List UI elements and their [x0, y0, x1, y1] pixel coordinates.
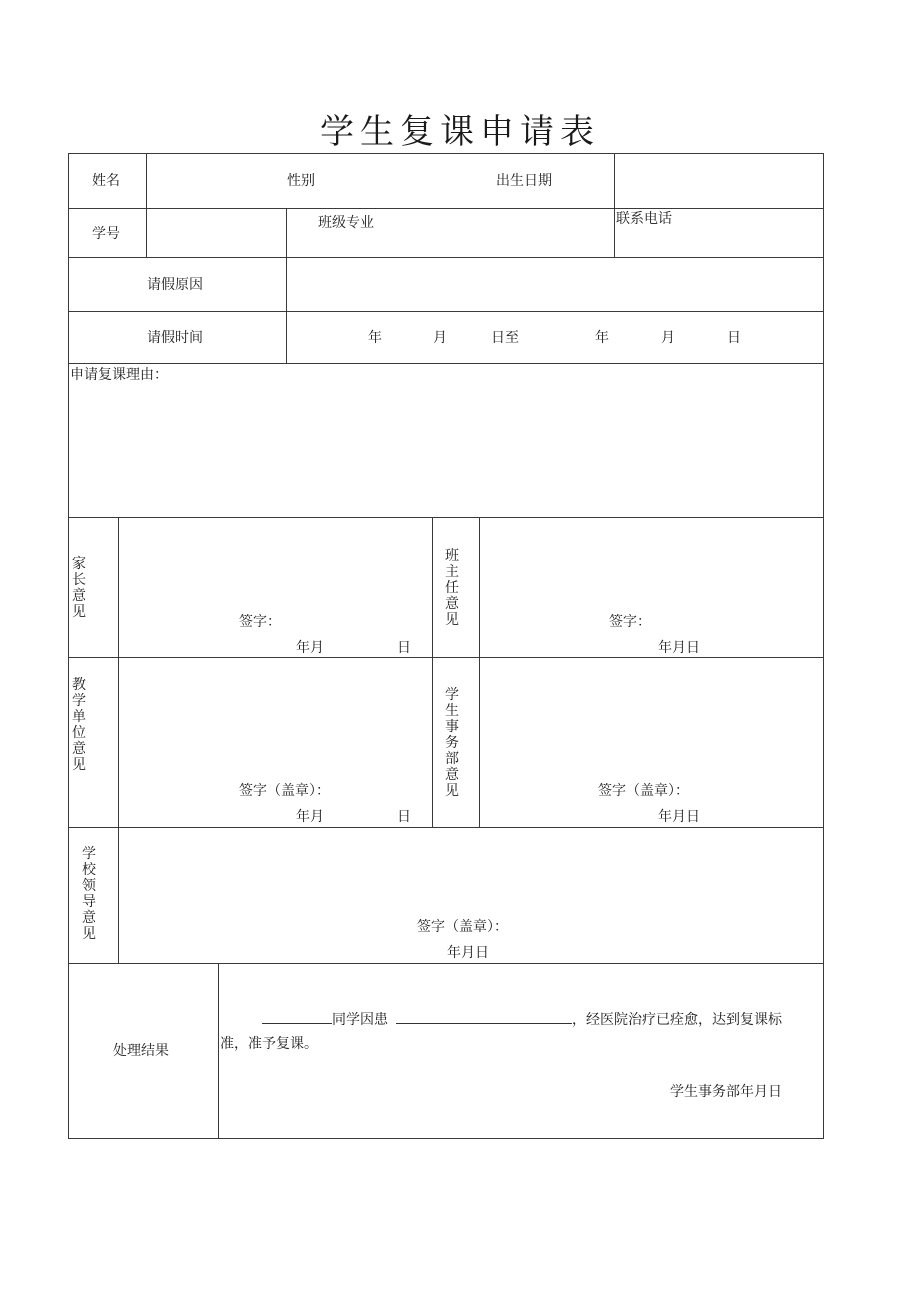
gender-label: 性别 — [287, 173, 315, 189]
resume-reason-label: 申请复课理由： — [70, 367, 168, 383]
parent-opinion-label: 家长意见 — [72, 556, 86, 620]
grid-line — [614, 153, 615, 258]
grid-line — [68, 517, 824, 518]
leave-time-label: 请假时间 — [147, 330, 203, 346]
grid-line — [118, 517, 119, 964]
result-text-b: ，经医院治疗已痊愈，达到复课标 — [572, 1012, 782, 1028]
grid-line — [68, 257, 824, 258]
parent-signature: 签字： — [239, 614, 281, 630]
leave-time-year2: 年 — [595, 330, 609, 346]
result-label: 处理结果 — [113, 1043, 169, 1059]
student-affairs-signature: 签字（盖章）： — [598, 783, 689, 799]
result-text-a: 同学因患 — [332, 1012, 388, 1028]
grid-line — [146, 153, 147, 258]
teacher-date: 年月日 — [658, 640, 700, 656]
grid-line — [68, 153, 69, 1139]
grid-line — [68, 363, 824, 364]
leave-time-day-to: 日至 — [491, 330, 519, 346]
parent-date-ym: 年月 — [296, 640, 324, 656]
teaching-unit-opinion-label: 教学单位意见 — [72, 677, 86, 773]
grid-line — [823, 153, 824, 1139]
student-affairs-date: 年月日 — [658, 809, 700, 825]
grid-line — [68, 657, 824, 658]
student-affairs-opinion-label: 学生事务部意见 — [445, 687, 459, 799]
leave-time-month2: 月 — [661, 330, 675, 346]
leave-time-year1: 年 — [368, 330, 382, 346]
leave-time-month1: 月 — [433, 330, 447, 346]
teaching-unit-date-ym: 年月 — [296, 809, 324, 825]
birth-date-label: 出生日期 — [496, 173, 552, 189]
grid-line — [286, 257, 287, 364]
grid-line — [68, 208, 824, 209]
grid-line — [68, 963, 824, 964]
teacher-signature: 签字： — [609, 614, 651, 630]
result-footer: 学生事务部年月日 — [670, 1084, 782, 1100]
grid-line — [432, 517, 433, 828]
student-id-label: 学号 — [92, 226, 120, 242]
phone-label: 联系电话 — [616, 211, 672, 227]
class-major-label: 班级专业 — [318, 215, 374, 231]
school-leader-date: 年月日 — [447, 945, 489, 961]
grid-line — [68, 311, 824, 312]
grid-line — [218, 963, 219, 1139]
teaching-unit-date-d: 日 — [397, 809, 411, 825]
grid-line — [286, 208, 287, 258]
teaching-unit-signature: 签字（盖章）： — [239, 783, 330, 799]
student-name-blank — [262, 1009, 332, 1024]
grid-line — [68, 827, 824, 828]
form-title: 学生复课申请表 — [320, 112, 600, 152]
school-leader-signature: 签字（盖章）： — [417, 919, 508, 935]
leave-reason-label: 请假原因 — [147, 277, 203, 293]
grid-line — [68, 1138, 824, 1139]
result-text-c: 准，准予复课。 — [220, 1036, 318, 1052]
name-label: 姓名 — [92, 173, 120, 189]
leave-time-day2: 日 — [727, 330, 741, 346]
teacher-opinion-label: 班主任意见 — [445, 548, 459, 628]
grid-line — [68, 153, 824, 154]
result-line-1 — [262, 1009, 782, 1028]
illness-blank — [396, 1009, 572, 1024]
school-leader-opinion-label: 学校领导意见 — [82, 846, 96, 942]
grid-line — [479, 517, 480, 828]
parent-date-d: 日 — [397, 640, 411, 656]
